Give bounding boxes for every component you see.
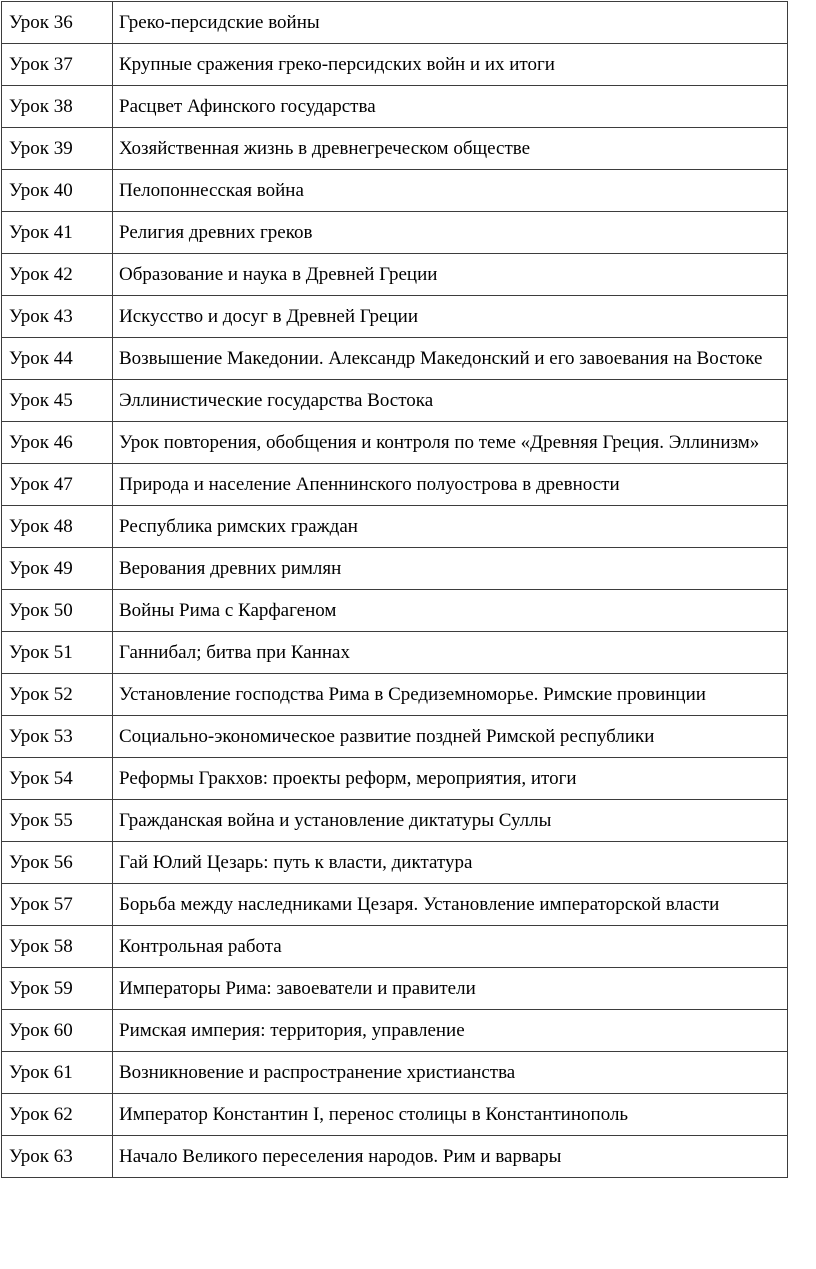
table-row (2, 464, 788, 506)
lesson-number-cell: Урок 63 (2, 1136, 113, 1178)
lesson-topic-cell: Крупные сражения греко-персидских войн и их итоги (113, 44, 788, 86)
lesson-number-cell: Урок 60 (2, 1010, 113, 1052)
lesson-number-cell: Урок 57 (2, 884, 113, 926)
lesson-topic-cell: Начало Великого переселения народов. Рим и варвары (113, 1136, 788, 1178)
lesson-topic-cell: Религия древних греков (113, 212, 788, 254)
lesson-topic-cell: Войны Рима с Карфагеном (113, 590, 788, 632)
lesson-topic-cell: Возникновение и распространение христианства (113, 1052, 788, 1094)
table-row (2, 842, 788, 884)
table-row (2, 632, 788, 674)
lesson-topic-cell: Искусство и досуг в Древней Греции (113, 296, 788, 338)
lesson-number-cell: Урок 58 (2, 926, 113, 968)
lesson-topic-cell: Эллинистические государства Востока (113, 380, 788, 422)
table-row (2, 1136, 788, 1178)
lesson-topic-cell: Борьба между наследниками Цезаря. Установление императорской власти (113, 884, 788, 926)
table-row (2, 506, 788, 548)
lesson-topic-cell: Урок повторения, обобщения и контроля по теме «Древняя Греция. Эллинизм» (113, 422, 788, 464)
table-row (2, 254, 788, 296)
lesson-number-cell: Урок 51 (2, 632, 113, 674)
lesson-topic-cell: Возвышение Македонии. Александр Македонский и его завоевания на Востоке (113, 338, 788, 380)
table-row (2, 1094, 788, 1136)
lesson-topic-cell: Верования древних римлян (113, 548, 788, 590)
lesson-topic-cell: Хозяйственная жизнь в древнегреческом обществе (113, 128, 788, 170)
table-row (2, 44, 788, 86)
lesson-topic-cell: Реформы Гракхов: проекты реформ, мероприятия, итоги (113, 758, 788, 800)
lesson-number-cell: Урок 44 (2, 338, 113, 380)
lesson-topic-cell: Расцвет Афинского государства (113, 86, 788, 128)
table-row (2, 758, 788, 800)
lesson-table-body (2, 2, 788, 1178)
table-row (2, 212, 788, 254)
lesson-topic-cell: Республика римских граждан (113, 506, 788, 548)
lesson-number-cell: Урок 38 (2, 86, 113, 128)
lesson-number-cell: Урок 45 (2, 380, 113, 422)
table-row (2, 590, 788, 632)
lesson-topic-cell: Контрольная работа (113, 926, 788, 968)
table-row (2, 86, 788, 128)
lesson-number-cell: Урок 56 (2, 842, 113, 884)
table-row (2, 1010, 788, 1052)
table-row (2, 716, 788, 758)
lesson-number-cell: Урок 49 (2, 548, 113, 590)
lesson-topic-cell: Римская империя: территория, управление (113, 1010, 788, 1052)
lesson-number-cell: Урок 55 (2, 800, 113, 842)
table-row (2, 968, 788, 1010)
table-row (2, 674, 788, 716)
lesson-topic-cell: Императоры Рима: завоеватели и правители (113, 968, 788, 1010)
table-row (2, 422, 788, 464)
lesson-topic-cell: Ганнибал; битва при Каннах (113, 632, 788, 674)
lesson-topic-cell: Образование и наука в Древней Греции (113, 254, 788, 296)
lesson-number-cell: Урок 52 (2, 674, 113, 716)
lesson-number-cell: Урок 59 (2, 968, 113, 1010)
table-row (2, 1052, 788, 1094)
lesson-topic-cell: Природа и население Апеннинского полуострова в древности (113, 464, 788, 506)
lesson-number-cell: Урок 41 (2, 212, 113, 254)
table-row (2, 800, 788, 842)
lesson-number-cell: Урок 42 (2, 254, 113, 296)
table-row (2, 380, 788, 422)
lesson-topic-cell: Пелопоннесская война (113, 170, 788, 212)
table-row (2, 128, 788, 170)
lesson-number-cell: Урок 54 (2, 758, 113, 800)
lesson-number-cell: Урок 37 (2, 44, 113, 86)
lesson-topic-cell: Греко-персидские войны (113, 2, 788, 44)
table-row (2, 296, 788, 338)
lesson-number-cell: Урок 43 (2, 296, 113, 338)
lesson-topic-cell: Император Константин I, перенос столицы в Константинополь (113, 1094, 788, 1136)
table-row (2, 2, 788, 44)
lesson-topic-cell: Установление господства Рима в Средиземноморье. Римские провинции (113, 674, 788, 716)
lesson-number-cell: Урок 61 (2, 1052, 113, 1094)
table-row (2, 170, 788, 212)
lesson-topic-cell: Социально-экономическое развитие поздней Римской республики (113, 716, 788, 758)
lesson-number-cell: Урок 47 (2, 464, 113, 506)
lesson-number-cell: Урок 48 (2, 506, 113, 548)
lesson-number-cell: Урок 39 (2, 128, 113, 170)
lesson-plan-table (1, 1, 788, 1178)
table-row (2, 338, 788, 380)
lesson-number-cell: Урок 36 (2, 2, 113, 44)
table-row (2, 926, 788, 968)
lesson-number-cell: Урок 40 (2, 170, 113, 212)
lesson-number-cell: Урок 53 (2, 716, 113, 758)
table-row (2, 884, 788, 926)
lesson-topic-cell: Гражданская война и установление диктатуры Суллы (113, 800, 788, 842)
table-row (2, 548, 788, 590)
lesson-number-cell: Урок 62 (2, 1094, 113, 1136)
lesson-topic-cell: Гай Юлий Цезарь: путь к власти, диктатура (113, 842, 788, 884)
lesson-number-cell: Урок 46 (2, 422, 113, 464)
lesson-number-cell: Урок 50 (2, 590, 113, 632)
